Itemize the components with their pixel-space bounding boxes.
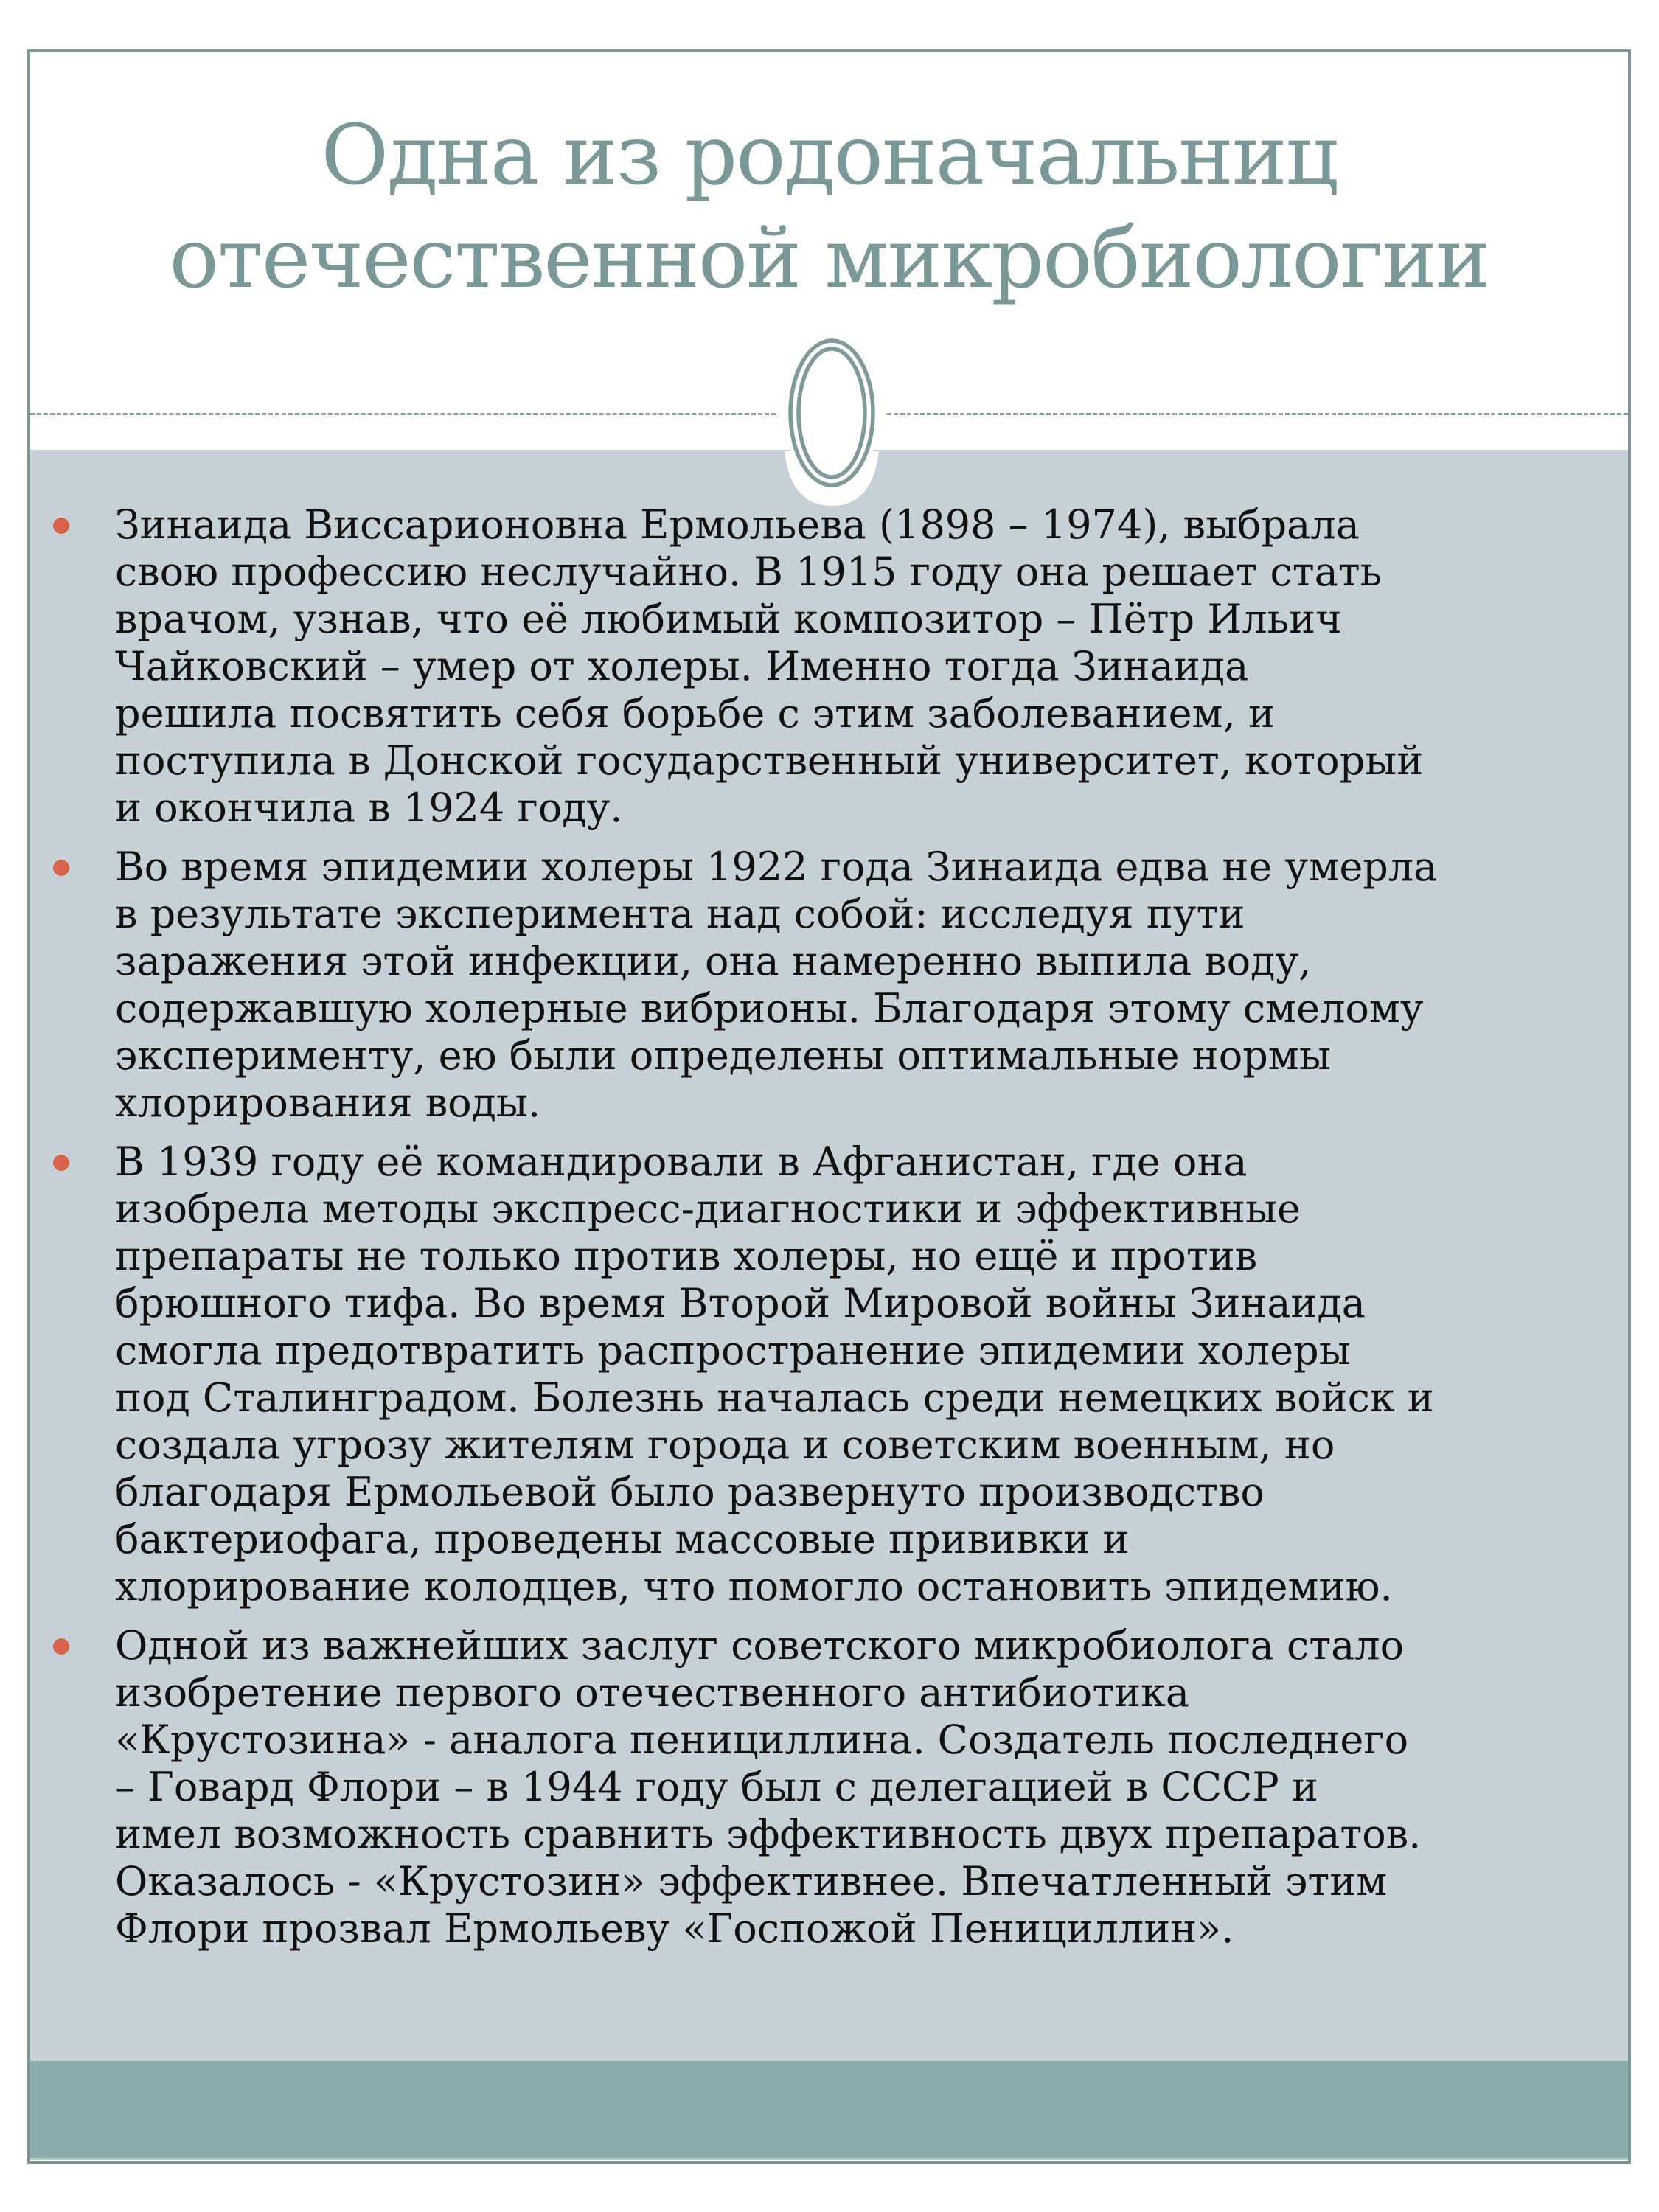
bullet-2-line: хлорирования воды. — [115, 1079, 541, 1126]
footer-band — [30, 2061, 1628, 2160]
bullet-3-line: бактериофага, проведены массовые прививки и — [115, 1516, 1130, 1562]
bullet-3-line: изобрела методы экспресс-диагностики и эффективные — [115, 1186, 1301, 1232]
bullet-2-line: Во время эпидемии холеры 1922 года Зинаида едва не умерла — [115, 844, 1438, 890]
bullet-1-line: Чайковский – умер от холеры. Именно тогда Зинаида — [115, 643, 1249, 689]
bullet-3-line: В 1939 году её командировали в Афганистан, где она — [115, 1138, 1248, 1185]
bullet-2-line: эксперименту, ею были определены оптимальные нормы — [115, 1032, 1331, 1079]
bullet-item-1 — [115, 501, 1545, 832]
bullet-dot-icon — [53, 1155, 69, 1171]
slide-title — [30, 104, 1628, 310]
bullet-3-line: создала угрозу жителям города и советским военным, но — [115, 1422, 1335, 1468]
bullet-3-line: благодаря Ермольевой было развернуто производство — [115, 1469, 1265, 1515]
bullet-2-line: заражения этой инфекции, она намеренно выпила воду, — [115, 938, 1312, 984]
slide-title-line-1: Одна из родоначальниц — [321, 108, 1338, 204]
bullet-2-line: в результате эксперимента над собой: исследуя пути — [115, 891, 1245, 937]
bullet-item-2 — [115, 844, 1545, 1127]
bullet-4-line: «Крустозина» - аналога пенициллина. Создатель последнего — [115, 1717, 1409, 1763]
bullet-1-line: решила посвятить себя борьбе с этим заболеванием, и — [115, 690, 1275, 737]
bullet-dot-icon — [53, 518, 69, 534]
bullet-2-line: содержавшую холерные вибрионы. Благодаря этому смелому — [115, 985, 1424, 1032]
bullet-1-line: Зинаида Виссарионовна Ермольева (1898 – 1974), выбрала — [115, 501, 1360, 548]
footer-divider — [30, 2158, 1628, 2160]
bullet-4-line: – Говард Флори – в 1944 году был с делегацией в СССР и — [115, 1764, 1318, 1810]
bullet-4-line: Одной из важнейших заслуг советского микробиолога стало — [115, 1622, 1405, 1669]
bullet-1-line: свою профессию неслучайно. В 1915 году она решает стать — [115, 549, 1382, 595]
title-divider-right — [887, 413, 1628, 415]
bullet-dot-icon — [53, 1638, 69, 1655]
title-divider-left — [30, 413, 776, 415]
bullet-3-line: смогла предотвратить распространение эпидемии холеры — [115, 1327, 1351, 1374]
slide-title-line-2: отечественной микробиологии — [169, 211, 1489, 307]
bullet-item-4 — [115, 1622, 1545, 1952]
bullet-3-line: под Сталинградом. Болезнь началась среди немецких войск и — [115, 1374, 1434, 1421]
bullet-4-line: имел возможность сравнить эффективность двух препаратов. — [115, 1811, 1422, 1857]
bullet-3-line: препараты не только против холеры, но ещё и против — [115, 1233, 1258, 1279]
bullet-1-line: и окончила в 1924 году. — [115, 785, 623, 831]
bullet-item-3 — [115, 1138, 1545, 1610]
bullet-4-line: Оказалось - «Крустозин» эффективнее. Впечатленный этим — [115, 1858, 1388, 1905]
bullet-4-line: изобретение первого отечественного антибиотика — [115, 1669, 1190, 1716]
bullet-1-line: поступила в Донской государственный университет, который — [115, 737, 1424, 784]
bullet-3-line: хлорирование колодцев, что помогло остановить эпидемию. — [115, 1563, 1393, 1610]
bullet-3-line: брюшного тифа. Во время Второй Мировой войны Зинаида — [115, 1280, 1366, 1326]
bullet-4-line: Флори прозвал Ермольеву «Госпожой Пенициллин». — [115, 1905, 1234, 1952]
bullet-1-line: врачом, узнав, что её любимый композитор – Пётр Ильич — [115, 596, 1342, 642]
double-oval-icon — [780, 335, 883, 506]
bullet-dot-icon — [53, 860, 69, 876]
